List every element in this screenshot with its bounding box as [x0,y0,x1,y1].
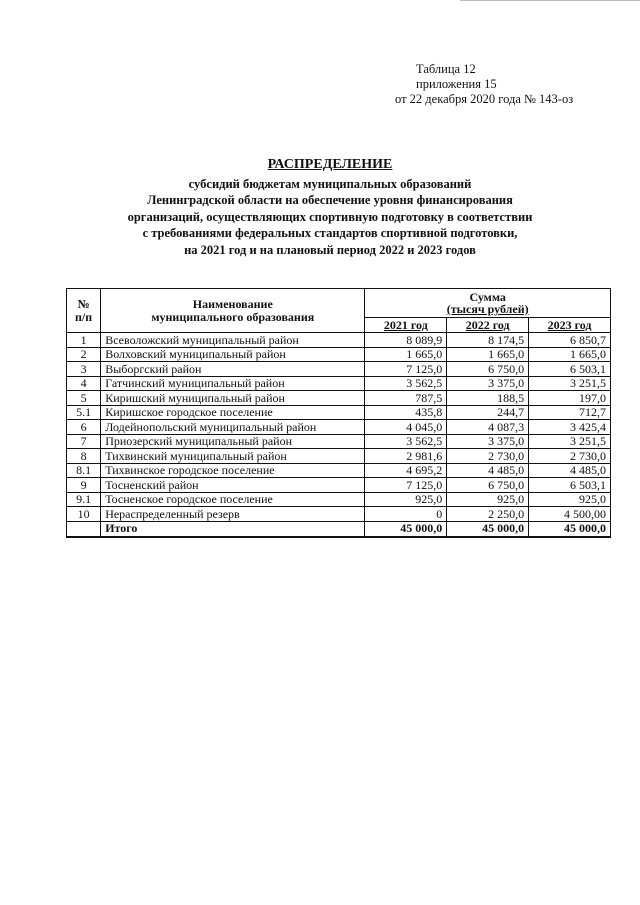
total-value-2021: 45 000,0 [365,521,447,537]
row-number: 3 [67,362,101,377]
row-name: Приозерский муниципальный район [101,434,365,449]
row-value-2023: 3 425,4 [529,420,611,435]
total-number-cell [67,521,101,537]
header-year-2023: 2023 год [529,318,611,333]
row-value-2021: 925,0 [365,492,447,507]
row-value-2022: 3 375,0 [447,434,529,449]
row-value-2021: 0 [365,507,447,522]
row-name: Всеволожский муниципальный район [101,333,365,348]
row-name: Тосненский район [101,478,365,493]
row-value-2023: 6 503,1 [529,362,611,377]
table-header-row [67,289,611,318]
row-value-2023: 1 665,0 [529,347,611,362]
row-value-2022: 925,0 [447,492,529,507]
appendix-number: приложения 15 [416,77,497,91]
header-name-cell [101,289,365,333]
row-value-2022: 6 750,0 [447,362,529,377]
header-number-line: п/п [75,309,93,324]
table-row [67,405,611,420]
row-name: Выборгский район [101,362,365,377]
header-sum-unit: (тысяч рублей) [446,302,529,316]
row-value-2021: 787,5 [365,391,447,406]
scan-edge-mark [460,0,640,1]
row-value-2021: 8 089,9 [365,333,447,348]
row-value-2023: 6 503,1 [529,478,611,493]
row-value-2021: 435,8 [365,405,447,420]
heading-line: на 2021 год и на плановый период 2022 и 2023 годов [184,242,476,257]
row-number: 1 [67,333,101,348]
table-row [67,333,611,348]
header-name-line: муниципального образования [151,309,315,324]
header-year-2021: 2021 год [365,318,447,333]
row-value-2021: 3 562,5 [365,376,447,391]
row-number: 8 [67,449,101,464]
table-row [67,434,611,449]
table-number: Таблица 12 [416,62,476,76]
row-value-2023: 3 251,5 [529,376,611,391]
row-number: 10 [67,507,101,522]
subsidy-distribution-table [66,288,611,538]
row-name: Тихвинский муниципальный район [101,449,365,464]
row-value-2021: 7 125,0 [365,478,447,493]
row-name: Лодейнопольский муниципальный район [101,420,365,435]
table-row [67,362,611,377]
row-value-2023: 197,0 [529,391,611,406]
law-reference: от 22 декабря 2020 года № 143-оз [395,92,574,106]
heading-line: с требованиями федеральных стандартов спортивной подготовки, [142,226,518,240]
row-value-2022: 8 174,5 [447,333,529,348]
table-row [67,449,611,464]
row-number: 5.1 [67,405,101,420]
row-number: 7 [67,434,101,449]
table-total-row [67,521,611,537]
row-value-2022: 188,5 [447,391,529,406]
row-number: 6 [67,420,101,435]
header-number-line: № [77,297,90,311]
row-name: Киришское городское поселение [101,405,365,420]
row-value-2022: 1 665,0 [447,347,529,362]
row-number: 4 [67,376,101,391]
table-row [67,478,611,493]
row-value-2022: 244,7 [447,405,529,420]
row-value-2021: 4 695,2 [365,463,447,478]
row-number: 2 [67,347,101,362]
row-name: Киришский муниципальный район [101,391,365,406]
row-value-2022: 3 375,0 [447,376,529,391]
header-year-2022: 2022 год [447,318,529,333]
table-row [67,507,611,522]
table-row [67,420,611,435]
row-name: Тосненское городское поселение [101,492,365,507]
row-value-2023: 3 251,5 [529,434,611,449]
row-value-2023: 712,7 [529,405,611,420]
header-name-line: Наименование [192,297,273,311]
table-row [67,347,611,362]
row-name: Волховский муниципальный район [101,347,365,362]
row-name: Тихвинское городское поселение [101,463,365,478]
heading-line: Ленинградской области на обеспечение уровня финансирования [147,193,513,207]
header-sum-cell [365,289,611,318]
row-value-2022: 4 087,3 [447,420,529,435]
header-sum-line: Сумма [469,289,506,304]
row-number: 8.1 [67,463,101,478]
row-number: 9 [67,478,101,493]
row-value-2022: 2 250,0 [447,507,529,522]
row-value-2022: 2 730,0 [447,449,529,464]
row-number: 5 [67,391,101,406]
total-value-2023: 45 000,0 [529,521,611,537]
row-value-2023: 2 730,0 [529,449,611,464]
table-row [67,376,611,391]
row-value-2021: 7 125,0 [365,362,447,377]
row-number: 9.1 [67,492,101,507]
appendix-reference [395,62,573,107]
row-value-2023: 4 500,00 [529,507,611,522]
header-number-cell [67,289,101,333]
row-value-2021: 1 665,0 [365,347,447,362]
table-row [67,391,611,406]
total-label: Итого [101,521,365,537]
document-title: РАСПРЕДЕЛЕНИЕ [267,157,393,172]
row-value-2021: 4 045,0 [365,420,447,435]
heading-line: организаций, осуществляющих спортивную подготовку в соответствии [127,209,533,224]
row-value-2023: 6 850,7 [529,333,611,348]
row-value-2023: 4 485,0 [529,463,611,478]
document-heading [60,156,600,258]
row-name: Нераспределенный резерв [101,507,365,522]
row-name: Гатчинский муниципальный район [101,376,365,391]
heading-line: субсидий бюджетам муниципальных образований [188,176,472,191]
row-value-2023: 925,0 [529,492,611,507]
total-value-2022: 45 000,0 [447,521,529,537]
row-value-2022: 4 485,0 [447,463,529,478]
table-row [67,463,611,478]
row-value-2021: 2 981,6 [365,449,447,464]
row-value-2022: 6 750,0 [447,478,529,493]
row-value-2021: 3 562,5 [365,434,447,449]
table-row [67,492,611,507]
